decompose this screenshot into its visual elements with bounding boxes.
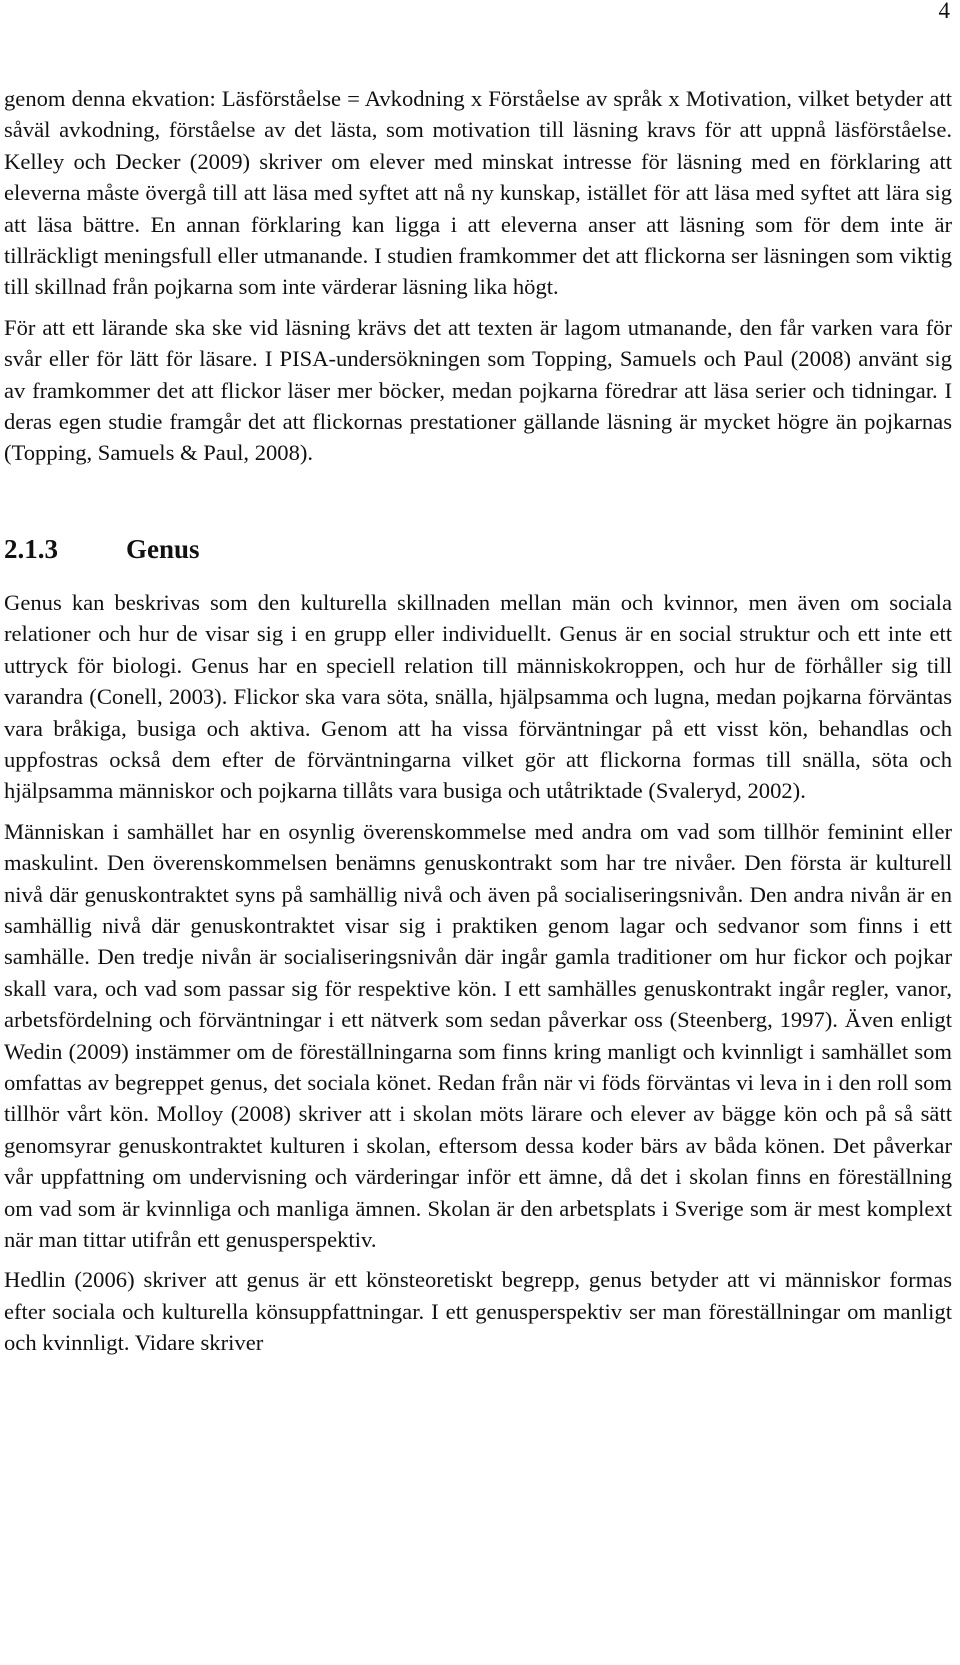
body-paragraph: Hedlin (2006) skriver att genus är ett könsteoretiskt begrepp, genus betyder att vi människor formas efter sociala och kulturella könsuppfattningar. I ett genusperspektiv ser man föreställningar om manligt och kvinnligt. Vidare skriver xyxy=(4,1267,952,1356)
section-title: Genus xyxy=(126,533,200,564)
section-heading xyxy=(4,533,952,565)
document-body xyxy=(4,83,952,1359)
body-paragraph: genom denna ekvation: Läsförståelse = Avkodning x Förståelse av språk x Motivation, vilket betyder att såväl avkodning, förståelse av det lästa, som motivation till läsning kravs för att uppnå läsförståelse. Kelley och Decker (2009) skriver om elever med minskat intresse för läsning med en förklaring att eleverna måste övergå till att läsa med syftet att nå ny kunskap, istället för att läsa med syftet att lära sig att läsa bättre. En annan förklaring kan ligga i att eleverna anser att läsning som för dem inte är tillräckligt meningsfull eller utmanande. I studien framkommer det att flickorna ser läsningen som viktig till skillnad från pojkarna som inte värderar läsning lika högt. xyxy=(4,86,952,300)
body-paragraph: Människan i samhället har en osynlig överenskommelse med andra om vad som tillhör feminint eller maskulint. Den överenskommelsen benämns genuskontrakt som har tre nivåer. Den första är kulturell nivå där genuskontraktet syns på samhällig nivå och även på socialiseringsnivån. Den andra nivån är en samhällig nivå där genuskontraktet visar sig i praktiken genom lagar och sedvanor som finns i ett samhälle. Den tredje nivån är socialiseringsnivån där ingår gamla traditioner om hur fickor och pojkar skall vara, och vad som passar sig för respektive kön. I ett samhälles genuskontrakt ingår regler, vanor, arbetsfördelning och förväntningar i ett nätverk som sedan påverkar oss (Steenberg, 1997). Även enligt Wedin (2009) instämmer om de föreställningarna som finns kring manligt och kvinnligt i samhället som omfattas av begreppet genus, det sociala könet. Redan från när vi föds förväntas vi leva in i den roll som tillhör vårt kön. Molloy (2008) skriver att i skolan möts lärare och elever av bägge kön och på så sätt genomsyrar genuskontraktet kulturen i skolan, eftersom dessa koder bärs av båda könen. Det påverkar vår uppfattning om undervisning och värderingar inför ett ämne, då det i skolan finns en föreställning om vad som är kvinnliga och manliga ämnen. Skolan är den arbetsplats i Sverige som är mest komplext när man tittar utifrån ett genusperspektiv. xyxy=(4,818,952,1252)
body-paragraph: För att ett lärande ska ske vid läsning krävs det att texten är lagom utmanande, den får varken vara för svår eller för lätt för läsare. I PISA-undersökningen som Topping, Samuels och Paul (2008) använt sig av framkommer det att flickor läser mer böcker, medan pojkarna föredrar att läsa serier och tidningar. I deras egen studie framgår det att flickornas prestationer gällande läsning är mycket högre än pojkarnas (Topping, Samuels & Paul, 2008). xyxy=(4,314,952,466)
section-number: 2.1.3 xyxy=(4,533,58,564)
paragraph-spacer xyxy=(4,807,952,816)
paragraph-spacer xyxy=(4,1255,952,1264)
paragraph-spacer xyxy=(4,303,952,312)
body-paragraph: Genus kan beskrivas som den kulturella skillnaden mellan män och kvinnor, men även om sociala relationer och hur de visar sig i en grupp eller individuellt. Genus är en social struktur och ett inte ett uttryck för biologi. Genus har en speciell relation till människokroppen, och hur de förhåller sig till varandra (Conell, 2003). Flickor ska vara söta, snälla, hjälpsamma och lugna, medan pojkarna förväntas vara bråkiga, busiga och aktiva. Genom att ha vissa förväntningar på ett visst kön, behandlas och uppfostras också dem efter de förväntningarna vilket gör att flickorna formas till snälla, söta och hjälpsamma människor och pojkarna tillåts vara busiga och utåtriktade (Svaleryd, 2002). xyxy=(4,589,952,804)
page-number: 4 xyxy=(938,0,950,23)
